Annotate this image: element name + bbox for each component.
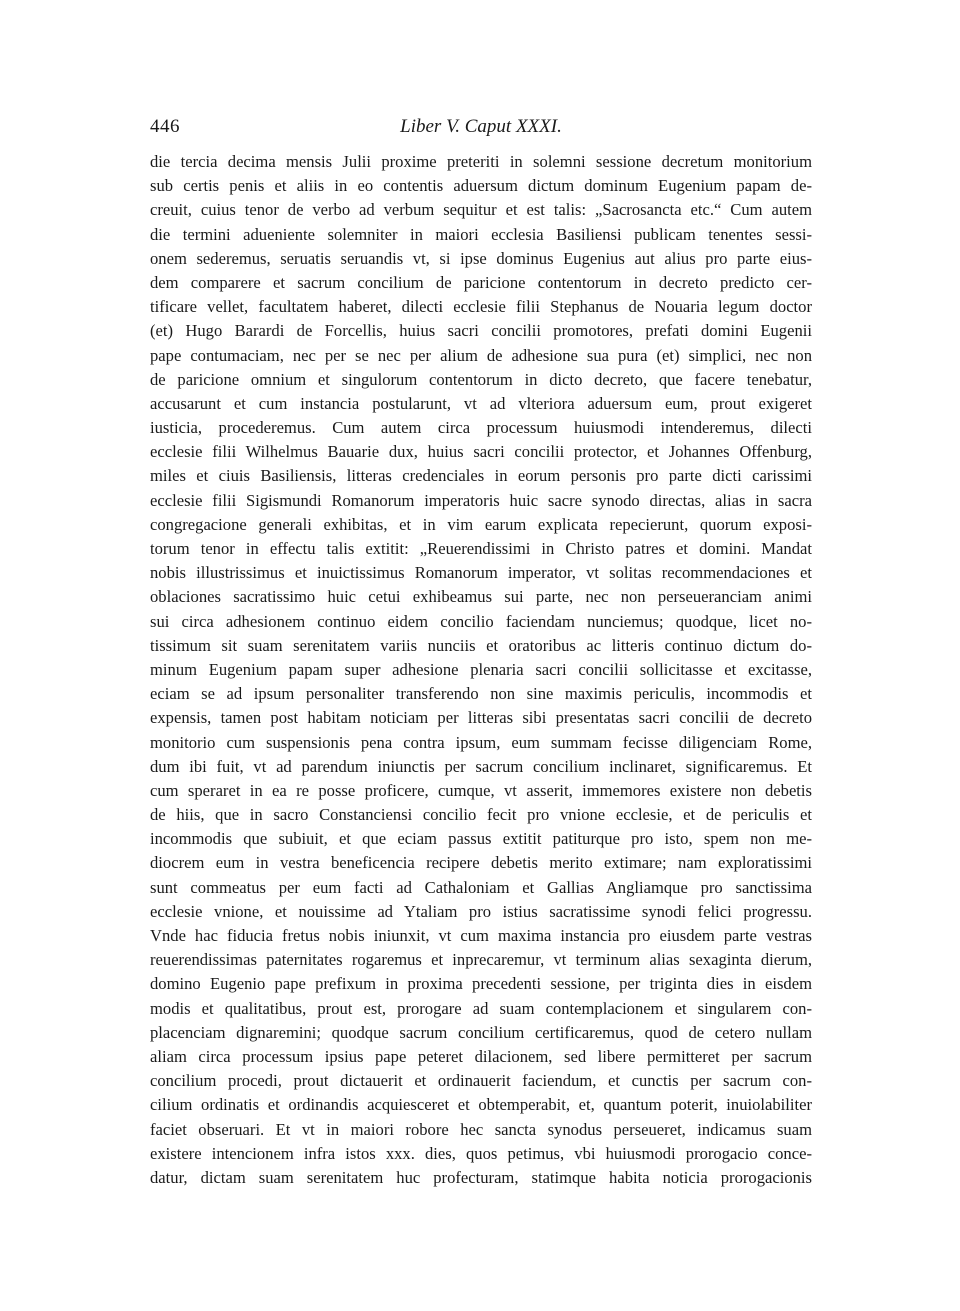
text-line: dum ibi fuit, vt ad parendum iniunctis per sacrum concilium inclinaret, significaremus. Et xyxy=(150,756,812,776)
text-line: sunt commeatus per eum facti ad Cathaloniam et Gallias Angliamque pro sanctissima xyxy=(150,877,812,897)
text-line: placenciam dignaremini; quodque sacrum concilium certificaremus, quod de cetero nullam xyxy=(150,1022,812,1042)
text-line: diocrem eum in vestra beneficencia recipere debetis merito extimare; nam exploratissimi xyxy=(150,853,812,873)
running-title: Liber V. Caput XXXI. xyxy=(400,116,562,137)
text-line: sui circa adhesionem continuo eidem concilio faciendam nunciemus; quodque, licet no- xyxy=(150,611,812,631)
text-line: ecclesie vnione, et nouissime ad Ytaliam pro istius sacratissime synodi felici progressu. xyxy=(150,901,812,921)
text-line: expensis, tamen post habitam noticiam per litteras sibi presentatas sacri concilii de decreto xyxy=(150,708,812,728)
text-line: die tercia decima mensis Julii proxime preteriti in solemni sessione decretum monitorium xyxy=(150,152,812,171)
text-line: existere intencionem infra istos xxx. dies, quos petimus, vbi huiusmodi prorogacio conce- xyxy=(150,1143,812,1163)
text-line: miles et ciuis Basiliensis, litteras credenciales in eorum personis pro parte dicti carissimi xyxy=(150,466,812,486)
text-line: domino Eugenio pape prefixum in proxima precedenti sessione, per triginta dies in eisdem xyxy=(150,974,812,994)
text-line: tificare vellet, facultatem haberet, dilecti ecclesie filii Stephanus de Nouaria legum doctor xyxy=(150,297,812,317)
text-line: modis et qualitatibus, prout est, prorogare ad suam contemplacionem et singularem con- xyxy=(150,998,812,1018)
text-line: ecclesie filii Sigismundi Romanorum imperatoris huic sacre synodo directas, alias in sacra xyxy=(150,490,812,510)
text-line: torum tenor in effectu talis extitit: „Reuerendissimi in Christo patres et domini. Mandat xyxy=(150,539,812,558)
text-line: de paricione omnium et singulorum contentorum in dicto decreto, que facere tenebatur, xyxy=(150,369,812,389)
text-line: pape contumaciam, nec per se nec per alium de adhesione sua pura (et) simplici, nec non xyxy=(150,345,812,365)
text-line: de hiis, que in sacro Constanciensi concilio fecit pro vnione ecclesie, et de periculis et xyxy=(150,805,812,825)
text-line: iusticia, procederemus. Cum autem circa processum huiusmodi intenderemus, dilecti xyxy=(150,418,812,438)
text-line: incommodis que subiuit, et que eciam passus extitit patiturque pro isto, spem non me- xyxy=(150,829,812,849)
text-line: (et) Hugo Barardi de Forcellis, huius sacri concilii promotores, prefati domini Eugenii xyxy=(150,321,812,341)
text-line: datur, dictam suam serenitatem huc profecturam, statimque habita noticia prorogacionis xyxy=(150,1167,812,1187)
text-line: faciet obseruari. Et vt in maiori robore hec sancta synodus perseueret, indicamus suam xyxy=(150,1119,812,1139)
running-head xyxy=(150,116,812,146)
text-line: concilium procedi, prout dictauerit et ordinauerit faciendum, et cunctis per sacrum con- xyxy=(150,1071,812,1091)
text-line: aliam circa processum ipsius pape peteret dilacionem, sed libere permitteret per sacrum xyxy=(150,1046,812,1066)
text-line: ecclesie filii Wilhelmus Bauarie dux, huius sacri concilii protector, et Johannes Offenburg, xyxy=(150,442,812,462)
text-line: Vnde hac fiducia fretus nobis iniunxit, vt cum maxima instancia pro eiusdem parte vestras xyxy=(150,926,812,945)
text-line: creuit, cuius tenor de verbo ad verbum sequitur et est talis: „Sacrosancta etc.“ Cum autem xyxy=(150,200,812,220)
book-page xyxy=(150,116,812,1190)
text-line: cilium ordinatis et ordinandis acquiesceret et obtemperabit, et, quantum poterit, inuiolabiliter xyxy=(150,1095,812,1115)
text-line: cum speraret in ea re posse proficere, cumque, vt asserit, immemores existere non debetis xyxy=(150,780,812,800)
text-line: minum Eugenium papam super adhesione plenaria sacri concilii sollicitasse et excitasse, xyxy=(150,659,812,679)
text-line: die termini adueniente solemniter in maiori ecclesia Basiliensi publicam tenentes sessi- xyxy=(150,224,812,244)
text-line: nobis illustrissimus et inuictissimus Romanorum imperator, vt solitas recommendaciones et xyxy=(150,563,812,583)
text-line: dem comparere et sacrum concilium de paricione contentorum in decreto predicto cer- xyxy=(150,272,812,292)
body-text xyxy=(150,150,812,1190)
text-line: eciam se ad ipsum personaliter transferendo non sine maximis periculis, incommodis et xyxy=(150,684,812,704)
text-line: reuerendissimas paternitates rogaremus et inprecaremur, vt terminum alias sexaginta dierum, xyxy=(150,950,812,970)
text-line: tissimum sit suam serenitatem variis nunciis et oratoribus ac litteris continuo dictum do- xyxy=(150,635,812,655)
text-line: onem sederemus, seruatis seruandis vt, si ipse dominus Eugenius aut alius pro parte eius- xyxy=(150,248,812,268)
text-line: oblaciones sacratissimo huic cetui exhibeamus sui parte, nec non perseueranciam animi xyxy=(150,587,812,607)
text-line: sub certis penis et aliis in eo contentis aduersum dictum dominum Eugenium papam de- xyxy=(150,176,812,196)
text-line: congregacione generali exhibitas, et in vim earum explicata repecierunt, quorum exposi- xyxy=(150,514,812,534)
page-number: 446 xyxy=(150,116,180,137)
text-line: monitorio cum suspensionis pena contra ipsum, eum summam fecisse diligenciam Rome, xyxy=(150,732,812,752)
text-line: accusarunt et cum instancia postularunt, vt ad vlteriora aduersum eum, prout exigeret xyxy=(150,393,812,413)
